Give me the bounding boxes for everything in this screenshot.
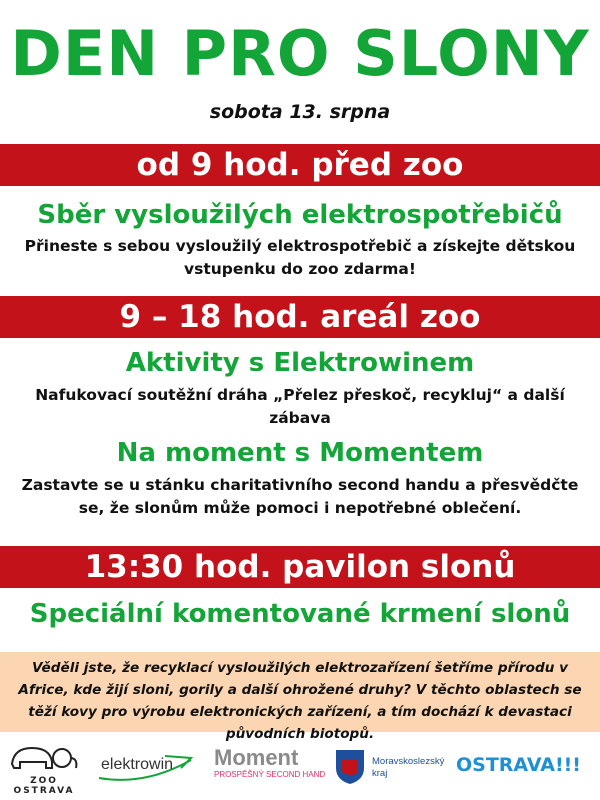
moment-tagline: PROSPĚŠNÝ SECOND HAND (214, 770, 326, 779)
page-title: DEN PRO SLONY (10, 17, 590, 90)
zoo-ostrava-logo (6, 742, 82, 796)
partner-logos (0, 740, 600, 795)
moment-text: Moment (214, 745, 299, 770)
ostrava-logo (456, 754, 596, 784)
elephant-icon (6, 742, 82, 772)
text-collection: Přineste s sebou vysloužilý elektrospotřebič a získejte dětskou vstupenku do zoo zdarma! (24, 237, 576, 278)
elektrowin-text: elektrowin (101, 756, 174, 773)
event-date: sobota 13. srpna (209, 101, 391, 123)
heading-elektrowin: Aktivity s Elektrowinem (125, 348, 475, 378)
ostrava-text: OSTRAVA!!! (456, 754, 581, 776)
time-band-morning: od 9 hod. před zoo (0, 144, 600, 186)
text-moment: Zastavte se u stánku charitativního second handu a přesvědčte se, že slonům může pomoci i nepotřebné oblečení. (21, 476, 579, 517)
elektrowin-logo (95, 752, 195, 782)
heading-moment: Na moment s Momentem (116, 438, 484, 468)
heading-collection: Sběr vysloužilých elektrospotřebičů (37, 200, 563, 230)
time-band-feeding: 13:30 hod. pavilon slonů (0, 546, 600, 588)
moment-logo (214, 745, 326, 790)
time-band-day: 9 – 18 hod. areál zoo (0, 296, 600, 338)
info-box: Věděli jste, že recyklací vysloužilých elektrozařízení šetříme přírodu v Africe, kde žijí sloni, gorily a další ohrožené druhy? V těchto oblastech se těží kovy pro výrobu elektronických zařízení, a tím dochází k devastaci původních biotopů. (0, 652, 600, 732)
heading-feeding: Speciální komentované krmení slonů (29, 599, 571, 629)
kraj-emblem-icon (332, 746, 368, 786)
text-elektrowin: Nafukovací soutěžní dráha „Přelez přeskoč, recykluj“ a další zábava (35, 386, 565, 427)
kraj-logo (332, 746, 448, 790)
zoo-ostrava-text: ZOO OSTRAVA (13, 776, 75, 796)
kraj-text: Moravskoslezský kraj (372, 756, 445, 779)
